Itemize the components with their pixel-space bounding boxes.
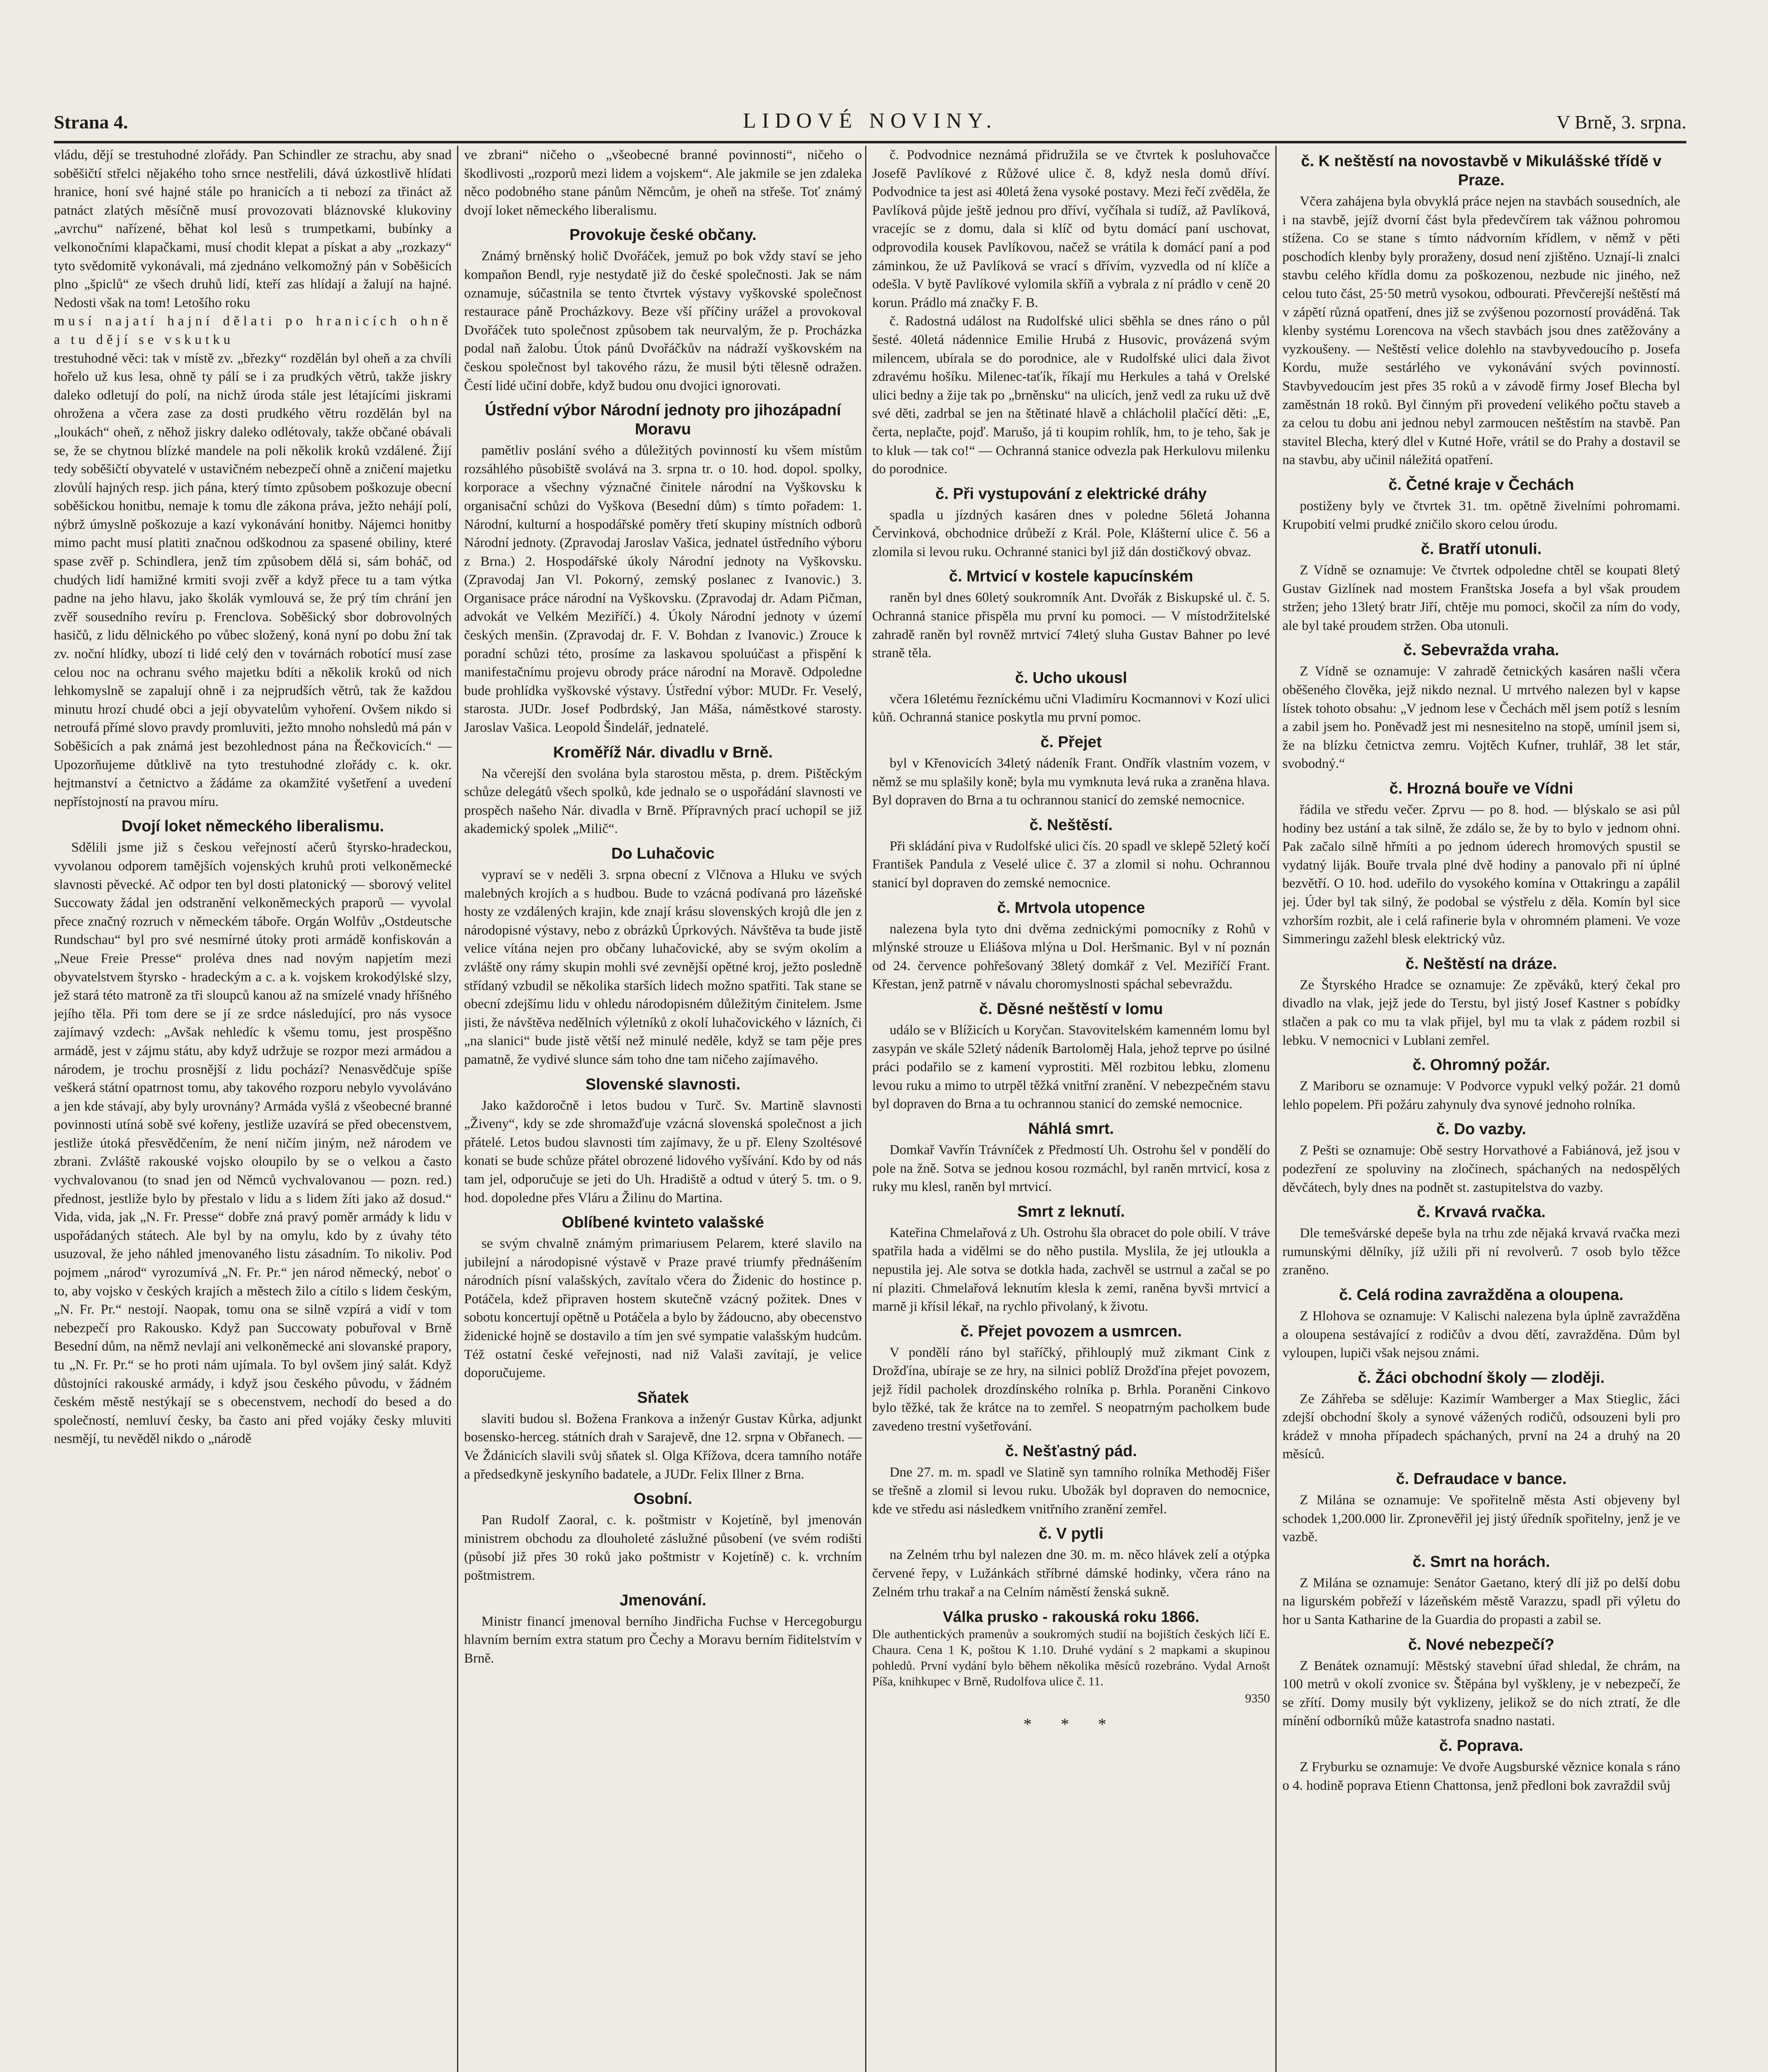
article-paragraph: nalezena byla tyto dni dvěma zednickými pomocníky z Rohů v mlýnské strouze u Eliášova mlýna u Dol. Heršmanic. Byl v ní poznán od 24. července pohřešovaný 38letý domkář z Vel. Meziříčí Frant. Křestan, jenž patrně v návalu choromyslnosti spáchal sebevraždu.: [872, 921, 1270, 992]
paper-title: LIDOVÉ NOVINY.: [743, 109, 997, 133]
article-paragraph: Včera zahájena byla obvyklá práce nejen na stavbách sousedních, ale i na stavbě, jejíž dvorní část byla předevčírem tak vážnou pohromou stížena. Co se stane s tímto nádvorním křídlem, v němž v pěti poschodích klenby byly proraženy, dosud není zjištěno. Uznají-li znalci stavbu celého křídla domu za poškozenou, nezbude nic jiného, než celou tuto část, 25·50 metrů vysokou, odbourati. Převčerejší neštěstí má v zápětí různá opatření, dnes již se zvýšenou pozorností prováděná. Tak klenby systému Lorencova na všech stavbách jsou dnes zatěžovány a vyzkoušeny. — Neštěstí velice dolehlo na stavbyvedoucího p. Josefa Kordu, muže sestárlého ve vykonávání svých povinností. Stavbyvedoucím jest přes 35 roků a v závodě firmy Josef Blecha byl zaměstnán 18 roků. Byl činným při provedení velikého počtu staveb a za celou tu dobu ani jednou nebyl zarmoucen neštěstím na stavbě. Pan stavitel Blecha, který dlel v Kutné Hoře, vrátil se do Prahy a dostavil se na stavbu, aby učinil náležitá opatření.: [1282, 194, 1680, 468]
article-paragraph: č. Podvodnice neznámá přidružila se ve čtvrtek k posluhovačce Josefě Pavlíkové z Růžové ulice č. 8, když nesla domů dříví. Podvodnice ta jest asi 40letá žena vysoké postavy. Mezi řečí zvěděla, že Pavlíková půjde ještě jednou pro dříví, vyčíhala si tudíž, až Pavlíková, vracejíc se z domu, dala si klíč od bytu domácí paní uschovat, odprovodila kousek Pavlíkovou, načež se vrátila k domácí paní a pod záminkou, že už Pavlíková se vrací s dřívím, vyzvedla od ní klíče a odešla. V bytě Pavlíkové vylomila skříň a vybrala z ní prádlo v ceně 20 korun. Prádlo má značky F. B.: [872, 148, 1270, 310]
page-number: Strana 4.: [54, 111, 128, 133]
article-paragraph: slaviti budou sl. Božena Frankova a inženýr Gustav Kůrka, adjunkt bosensko-herceg. státních drah v Sarajevě, dne 12. srpna v Obřanech. — Ve Ždánicích slavili svůj sňatek sl. Olga Křížova, dcera tamního notáře a předsedkyně jeskyního badatele, a JUDr. Felix Illner z Brna.: [464, 1411, 862, 1482]
article-paragraph: Ze Záhřeba se sděluje: Kazimír Wamberger a Max Stieglic, žáci zdejší obchodní školy a synové vážených rodičů, odsouzeni byli pro krádež v mnoha případech spáchaných, první na 24 a druhý na 20 měsíců.: [1282, 1391, 1680, 1462]
article-headline: Sňatek: [637, 1389, 689, 1406]
article-headline: č. Přejet: [1040, 733, 1102, 751]
article-paragraph: událo se v Blížicích u Koryčan. Stavovitelském kamenném lomu byl zasypán ve skále 52letý nádeník Bartoloměj Hala, jehož teprve po úsilné práci podařilo se z kamení vyprostiti. Měl rozbitou lebku, zlomenu levou ruku a mimo to utrpěl těžká vnitřní zranění. V nebezpečném stavu byl dopraven do Brna a tu ochrannou stanicí do zemské nemocnice.: [872, 1022, 1270, 1112]
article-spaced-text: musí najatí hajní dělati po hranicích ohně a tu dějí se vskutku: [54, 314, 452, 347]
article-paragraph: Jako každoročně i letos budou v Turč. Sv. Martině slavnosti „Živeny“, kdy se zde shromažďuje vzácná slovenská společnost a jich přátelé. Letos budou slavnosti tím zajímavy, že u př. Eleny Szoltésové konati se bude schůze přátel obrozené lidového vyšívání. Kdo by od nás tam jel, odporučuje se jeti do Uh. Hradiště a odtud v úterý 5. tm. o 9. hod. dopoledne přes Vláru a Žilinu do Martina.: [464, 1098, 862, 1205]
article-headline: Náhlá smrt.: [1028, 1120, 1114, 1138]
article-headline: č. Neštěstí.: [1029, 816, 1113, 834]
article-paragraph: Z Benátek oznamují: Městský stavební úřad shledal, že chrám, na 100 metrů v okolí zvonice sv. Štěpána byl vyškleny, je v nebezpečí, že se zřítí. Domy musily být vyklizeny, jelikož se do nich ztratí, že dle mínění odborníků může katastrofa snadno nastati.: [1282, 1658, 1680, 1729]
article-paragraph: postiženy byly ve čtvrtek 31. tm. opětně živelními pohromami. Krupobití velmi prudké zničilo skoro celou úrodu.: [1282, 498, 1680, 532]
article-paragraph: ve zbrani“ ničeho o „všeobecné branné povinnosti“, ničeho o škodlivosti „rozporů mezi lidem a vojskem“. Ale jakmile se jen zdaleka něco podobného stane pánům Němcům, je oheň na střeše. Toť známý dvojí loket německého liberalismu.: [464, 148, 862, 218]
article-paragraph: Sdělili jsme již s českou veřejností ačerů štyrsko-hradeckou, vyvolanou odporem tamějších vojenských kruhů proti velkoněmecké slavnosti pěvecké. Ač odpor ten byl dosti platonický — sborový velitel Succowaty žádal jen odstranění velkoněmeckých praporů — vyvolal přece značný rozruch v německém táboře. Orgán Wolfův „Ostdeutsche Rundschau“ byl pro své nesmírné útoky proti armádě konfiskován a „Neue Freie Presse“ proléva dnes nad novým napjetím mezi obyvatelstvem štyrsko - hradeckým a c. a k. vojskem krokodýlské slzy, jež stará této matroně za tři sloupců kanou až na smízelé vnady hříšného jejího těla. Při tom dere se jí ze srdce následující, pro nás vysoce zajímavý vzdech: „Avšak nehledíc k všemu tomu, jest prospěšno armádě, jest v zájmu státu, aby když udržuje se rozpor mezi armádou a národem, je trochu prosnější z lidu pochází? Nenasvědčuje spíše veškerá státní opatrnost tomu, aby takového rozporu nebylo vyvoláváno a jen kde stávají, aby byly urovnány? Armáda vyšlá z všeobecné branné povinnosti utíná sobě své kořeny, jestliže uzavírá se před obecenstvem, jestliže útoká přesvědčením, že není ničím jiným, než národem ve zbrani. Zvláště rakouské vojsko oloupilo by se o velkou a často vychvalovanou (to snad jen od Němců vychvalovanou — pozn. red.) přednost, jestliže bylo by přestalo v lidu a s lidem žíti jako až dosud.“ Vida, vida, jak „N. Fr. Presse“ dobře zná pravý poměr armády k lidu v uspořádaných státech. Ale byl by na omylu, kdo by z úvahy této usuzoval, že jeho náhled jmenovaného listu zásadním. To nikoliv. Pod pojmem „národ“ vyrozumívá „N. Fr. Pr.“ jen národ německý, neboť o to, aby vojsko v českých krajích a městech žilo a cítilo s lidem českým, „N. Fr. Pr.“ nestojí. Naopak, tomu ona se silně vzpírá a vidí v tom nebezpečí pro Rakousko. Když pan Succowaty pobuřoval v Brně Besední dům, na němž nevlají ani velkoněmecké ani slovanské prapory, tu „N. Fr. Pr.“ se ho proti nám ujímala. To byl ovšem jiný salát. Když důstojníci rakouské armády, i když jsou českého původu, v žádném českém městě nestýkají se s obecenstvem, nechodí do besed a do společností, nemluví česky, ba často ani před vojáky česky mluviti nesmějí, tu nevěděl nikdo o „národě: [54, 840, 452, 1447]
article-paragraph: pamětliv poslání svého a důležitých povinností ku všem místům rozsáhlého působiště svolává na 3. srpna tr. o 10. hod. dopol. spolky, korporace a všechny význačné činitele národní na Vyškovsku k organisační schůzi do Vyškova (Besední dům) s tímto pořadem: 1. Národní, kulturní a hospodářské poměry třetí skupiny místních odborů Národní jednoty. (Zpravodaj Jaroslav Vašica, jednatel ústředního výboru z Brna.) 2. Hospodářské úkoly Národní jednoty na Vyškovsku. (Zpravodaj Jan Vl. Pokorný, zemský poslanec z Ivanovic.) 3. Organisace práce národní na Vyškovsku. (Zpravodaj dr. Adam Pičman, advokát ve Velkém Meziříčí.) 4. Úkoly Národní jednoty v území českých menšin. (Zpravodaj dr. F. V. Bohdan z Ivanovic.) Zrouce k poradní schůzi této, prosíme za laskavou spoluúčast a přispění k manifestačnímu projevu obrody práce národní na Moravě. Odpoledne bude prohlídka vyškovské výstavy. Ústřední výbor: MUDr. Fr. Veselý, starosta. JUDr. Josef Podbrdský, Jan Máša, náměstkové starosty. Jaroslav Vašica. Leopold Šindelář, jednatelé.: [464, 443, 862, 736]
article-paragraph: V pondělí ráno byl staříčký, přihlouplý muž zikmant Cink z Drožďína, ubíraje se ze hry, na silnici poblíž Drožďína přejet povozem, jejž řídil pacholek drozdínského rolníka p. Brhla. Poraněni Cinkovo bylo těžké, tak že krátce na to zemřel. S neopatrným pacholkem bude zavedeno trestní vyšetřování.: [872, 1345, 1270, 1434]
article-headline: č. Bratří utonuli.: [1421, 540, 1542, 558]
article-headline: Kroměříž Nár. divadlu v Brně.: [553, 743, 773, 761]
dateline: V Brně, 3. srpna.: [1556, 111, 1686, 133]
article-headline: č. Poprava.: [1439, 1737, 1524, 1755]
article-headline: č. Celá rodina zavražděna a oloupena.: [1339, 1286, 1624, 1304]
article-paragraph: Z Hlohova se oznamuje: V Kalischi nalezena byla úplně zavražděna a oloupena sestávající z rodičův a dvou dětí, zavražděna. Dům byl vyloupen, lupiči však nejsou známi.: [1282, 1308, 1680, 1361]
column-rule: [457, 146, 458, 2072]
article-paragraph: vládu, dějí se trestuhodné zlořády. Pan Schindler ze strachu, aby snad soběšičtí střelci nějakého toho srnce nestřelili, dává úzkostlivě hlídati hranice, honí své hajné stále po hranicích a ti nebozí za třináct až patnáct zlatých měsíčně musí provozovati bláznovské klukoviny „avrchu“ nařízené, běhat kol lesů s trumpetkami, bubínky a velkonočními klapačkami, musí chodit klepat a pískat a aby „rozkazy“ tyto svědomitě vykonávali, má zjednáno velkomožný pán v Soběšicích plno „špiclů“ ze všech druhů lidí, kteří zas hlídají a žalují na hajné. Nedosti však na tom! Letošího roku: [54, 148, 452, 310]
column-1: [54, 146, 452, 2072]
article-headline: č. Ohromný požár.: [1412, 1056, 1550, 1074]
article-paragraph: řádila ve středu večer. Zprvu — po 8. hod. — blýskalo se asi půl hodiny bez ustání a tak silně, že zdálo se, že by to bylo v jednom ohni. Pak začalo silně hřmíti a po jednom úderech hromových spustil se vydatný liják. Bouře trvala plné dvě hodiny a panovalo při ní úplné bezvětří. O 10. hod. udeřilo do vysokého komína v Ottakringu a zapálil jej. Úder byl tak silný, že podobal se výstřelu z děla. Komín byl sice vzhorším rozbit, ale i celá rafinerie byla v ohromném plameni. Ve voze Simmeringu zažehl blesk elektrický vůz.: [1282, 802, 1680, 947]
article-headline: č. Ucho ukousl: [1015, 669, 1127, 687]
article-paragraph: Z Milána se oznamuje: Senátor Gaetano, který dlí již po delší dobu na ligurském pobřeží v lázeňském městě Varazzu, spadl při výletu do hor u Santa Katharine de la Guardia do propasti a zabil se.: [1282, 1575, 1680, 1628]
article-headline: č. Defraudace v bance.: [1396, 1470, 1567, 1488]
masthead: [54, 104, 1686, 143]
article-headline: č. Četné kraje v Čechách: [1388, 476, 1574, 494]
column-rule: [1275, 146, 1277, 2072]
article-headline: Slovenské slavnosti.: [585, 1075, 740, 1093]
article-paragraph: Pan Rudolf Zaoral, c. k. poštmistr v Kojetíně, byl jmenován ministrem obchodu za dlouholeté záslužné působení (ve svém rodišti (působí již přes 30 roků jako poštmistr v Kojetíně) c. k. vrchním poštmistrem.: [464, 1513, 862, 1583]
article-paragraph: na Zelném trhu byl nalezen dne 30. m. m. něco hlávek zelí a otýpka červené řepy, v Lužánkách stříbrné dámské hodinky, včera ráno na Zelném trhu trakař a na Celním náměstí ženská sukně.: [872, 1547, 1270, 1600]
article-headline: č. K neštěstí na novostavbě v Mikulášské třídě v Praze.: [1301, 152, 1662, 189]
article-headline: č. Žáci obchodní školy — zloději.: [1358, 1369, 1605, 1387]
article-paragraph: Na včerejší den svolána byla starostou města, p. drem. Pištěckým schůze delegátů všech spolků, kde jednalo se o uspořádání slavnosti ve prospěch našeho Nár. divadla v Brně. Přípravných prací uchopil se již akademický spolek „Milič“.: [464, 766, 862, 837]
article-paragraph: Ministr financí jmenoval berního Jindřicha Fuchse v Hercegoburgu hlavním berním extra statum pro Čechy a Moravu berním řiditelstvím v Brně.: [464, 1614, 862, 1666]
article-headline: Provokuje české občany.: [569, 226, 757, 244]
article-paragraph: Z Mariboru se oznamuje: V Podvorce vypukl velký požár. 21 domů lehlo popelem. Při požáru zahynuly dva synové jednoho rolníka.: [1282, 1079, 1680, 1112]
article-paragraph: Známý brněnský holič Dvořáček, jemuž po bok vždy staví se jeho kompaňon Bendl, ryje nestydatě již do české společnosti. Jak se nám oznamuje, súčastnila se tento čtvrtek výstavy vyškovské společnost restaurace páně Procházkovy. Beze vší příčiny urážel a provokoval Dvořáček tuto společnost způsobem tak neurvalým, že p. Procházka podal naň žalobu. Útok pánů Dvořáčkův na nádraží vyškovském na českou společnost byl takového rázu, že musil býti tělesně odražen. Čestí lidé učiní dobře, když budou onu dvojici ignorovati.: [464, 249, 862, 393]
article-paragraph: spadla u jízdných kasáren dnes v poledne 56letá Johanna Červinková, obchodnice drůbeží z Král. Pole, Klášterní ulice č. 56 a zlomila si levou ruku. Ochranné stanici byl již dán dostičkový obvaz.: [872, 507, 1270, 559]
article-paragraph: Z Fryburku se oznamuje: Ve dvoře Augsburské věznice konala s ráno o 4. hodině poprava Etienn Chattonsa, jenž předloni bok zavraždil svůj: [1282, 1760, 1680, 1793]
article-headline: Ústřední výbor Národní jednoty pro jihozápadní Moravu: [485, 402, 841, 438]
article-paragraph: Z Milána se oznamuje: Ve spořitelně města Asti objeveny byl schodek 1,200.000 lir. Zpronevěřil jej jistý úředník spořitelny, jenž je ve vazbě.: [1282, 1493, 1680, 1545]
section-separator: * * *: [1023, 1715, 1119, 1734]
advertisement-title: Válka prusko - rakouská roku 1866.: [943, 1608, 1200, 1626]
article-headline: Do Luhačovic: [611, 845, 715, 862]
article-headline: Osobní.: [634, 1490, 692, 1508]
article-paragraph: vypraví se v neděli 3. srpna obecní z Vlčnova a Hluku ve svých malebných krojích a s hudbou. Bude to vzácná podívaná pro lázeňské hosty ze vzdálených krajin, kde znají krásu slovenských krojů dle jen z národopisné výstavy, nebo z obrázků Úprkových. Návštěva ta bude jistě velice vítána nejen pro občany luhačovické, aby se svým okolím a zvláště ony rámy skupin mohli své zevnější opětné kroj, ježto posledně střídaný vzbudil se několika starších lidech možno spatřiti. Tak stane se obecní zdejšímu lidu v ohledu národopisném důležitým činitelem. Jsme jisti, že návštěva nedělních výletníků z okolí luhačovického v lázních, či „na slanici“ bude jistě větší než minulé neděle, když se tam pěje pres pamatně, že vydivé slunce sám toho dne tam ničeho zajímavého.: [464, 867, 862, 1067]
article-headline: č. Neštěstí na dráze.: [1405, 955, 1557, 973]
article-headline: č. Sebevražda vraha.: [1403, 641, 1559, 659]
advertisement-body: Dle authentických pramenův a soukromých studií na bojištích českých líčí E. Chaura. Cena 1 K, poštou K 1.10. Druhé vydání s 2 mapkami a skupinou pohledů. První vydání bylo během několika měsíců rozebráno. Vydal Arnošt Píša, knihkupec v Brně, Rudolfova ulice č. 11.: [872, 1627, 1270, 1688]
article-paragraph: Z Vídně se oznamuje: Ve čtvrtek odpoledne chtěl se koupati 8letý Gustav Gizlínek nad mostem Franštska Josefa a byl však proudem stržen; jeho 13letý bratr Jiří, chtěje mu pomoci, skočil za ním do vody, ale byl také proudem stržen. Oba utonuli.: [1282, 563, 1680, 633]
article-paragraph: Dne 27. m. m. spadl ve Slatině syn tamního rolníka Methoděj Fišer se třešně a zlomil si levou ruku. Ubožák byl dopraven do nemocnice, kde ve středu asi následkem vnitřního zranění zemřel.: [872, 1464, 1270, 1517]
article-headline: č. Při vystupování z elektrické dráhy: [935, 485, 1207, 503]
column-rule: [865, 146, 866, 2072]
article-paragraph: se svým chvalně známým primariusem Pelarem, které slavilo na jubilejní a národopisné výstavě v Praze pravé triumfy přednášením národních písní valašských, zavítalo včera do Židenic do hostince p. Potáčela, kdež připraven hostem skutečně vzácný požitek. Dnes v sobotu koncertují opětně u Potáčela a bylo by žádoucno, aby obecenstvo židenické hojně se dostavilo a tím jen své sympatie valašským hudcům. Též ostatní české veřejnosti, nad niž Valaši zavítají, je velice doporučujeme.: [464, 1236, 862, 1381]
article-paragraph: Z Pešti se oznamuje: Obě sestry Horvathové a Fabiánová, jež jsou v podezření ze spoluviny na zločinech, spáchaných na nedospělých děvčátech, byly dnes na podnět st. zastupitelstva do vazby.: [1282, 1143, 1680, 1195]
article-paragraph: č. Radostná událost na Rudolfské ulici sběhla se dnes ráno o půl šesté. 40letá nádennice Emilie Hrubá z Husovic, provázená svým milencem, ubírala se do porodnice, ale v Rudolfské ulici dala život zdravému hošíku. Milenec-taťík, říkají mu Herkules a tahá v Orelské ulici bedny a žije tak po „brněnsku“ na ulicích, jenž vedl za ruku už dvě své děti, zadrbal se jen na štětinaté hlavě a chlácholil plačící děti: „E, čerta, neplačte, pojď. Marušo, já ti koupim rohlík, hm, to je teho, šak je to kluk — tak co!“ — Ochranná stanice odvezla pak Herkulovu milenku do porodnice.: [872, 314, 1270, 477]
article-paragraph: včera 16letému řezníckému učni Vladimíru Kocmannovi v Kozí ulici kůň. Ochranná stanice poskytla mu první pomoc.: [872, 691, 1270, 725]
article-headline: č. Smrt na horách.: [1412, 1553, 1550, 1571]
article-headline: č. Krvavá rvačka.: [1417, 1203, 1546, 1221]
article-headline: č. Nové nebezpečí?: [1408, 1636, 1555, 1653]
article-headline: č. Hrozná bouře ve Vídni: [1389, 780, 1573, 798]
article-paragraph: Při skládání piva v Rudolfské ulici čís. 20 spadl ve sklepě 52letý kočí František Pandula z Veselé ulice č. 37 a zlomil si nohu. Ochrannou stanicí byl dopraven do zemské nemocnice.: [872, 838, 1270, 891]
article-headline: č. Mrtvola utopence: [997, 899, 1145, 917]
article-headline: č. Přejet povozem a usmrcen.: [960, 1322, 1182, 1340]
article-headline: Jmenování.: [619, 1591, 706, 1609]
column-2: [464, 146, 862, 2072]
article-headline: č. Do vazby.: [1436, 1121, 1526, 1138]
article-headline: č. Mrtvicí v kostele kapucínském: [949, 568, 1193, 586]
article-headline: č. Děsné neštěstí v lomu: [979, 1000, 1163, 1018]
article-headline: Oblíbené kvinteto valašské: [562, 1214, 764, 1232]
column-4: [1282, 146, 1680, 2072]
article-paragraph: Ze Štyrského Hradce se oznamuje: Ze zpěváků, který čekal pro divadlo na vlak, jejž jede do Terstu, byl jistý Josef Kastner s pobídky stlačen a pak co mu ta vlak přijel, byl mu ta vlak z pádem rozbil si lebku. V nemocnici v Lublani zemřel.: [1282, 977, 1680, 1048]
column-3: [872, 146, 1270, 2072]
article-paragraph: Kateřina Chmelařová z Uh. Ostrohu šla obracet do pole obilí. V tráve spatřila hada a vidělmi se do něho pustila. Myslila, že jej utloukla a nepustila jej. Ale sotva se dotkla hada, zachvěl se ustrnul a začal se po ní plaziti. Chmelařová leknutím klesla k zemi, raněna byvši mrtvicí a marně ji křísil lékař, na rychlo přivolaný, k životu.: [872, 1225, 1270, 1314]
article-paragraph: Z Vídně se oznamuje: V zahradě četnických kasáren našli včera oběšeného člověka, jejž nikdo neznal. U mrtvého nalezen byl v kapse lístek tohoto obsahu: „V jednom lese v Čechách měl jsem potíž s lesním a zabil jsem ho. Poněvadž jest mi nesnesitelno na stopě, umínil jsem si, že na blízku četnictva zemru. Vojtěch Kufner, truhlář, 38 let stár, svobodný.“: [1282, 664, 1680, 772]
article-paragraph: byl v Křenovicích 34letý nádeník Frant. Ondřík vlastním vozem, v němž se mu splašily koně; byla mu vymknuta levá ruka a zraněna hlava. Byl dopraven do Brna a tu ochrannou stanicí do zemské nemocnice.: [872, 756, 1270, 808]
article-headline: Smrt z leknutí.: [1017, 1203, 1125, 1220]
advertisement-number: 9350: [1245, 1691, 1270, 1705]
article-paragraph: trestuhodné věci: tak v místě zv. „březky“ rozdělán byl oheň a za chvíli hořelo už kus lesa, ohně ty pálí se i za prudkých větrů, takže jiskry daleko odletují do polí, na nichž úroda stále jest létajícími jiskrami ohrožena a včera zase za dosti prudkého větru rozdělán byl na „loukách“ oheň, z něhož jiskry daleko odlétovaly, takže občané obávali se, že se chytnou blízké mandele na poli několik kroků vzdálené. Žijí tedy soběšičtí obyvatelé v ustavičném nebezpečí ohně a zničení majetku zlovůlí hajných resp. jich pána, který tímto způsobem poškozuje obecní soběšickou honitbu, nemaje k tomu dle zákona práva, ježto nehájí polí, nýbrž úmyslně poškozuje a kazí vykonávání honitby. Nájemci honitby mimo pacht musí platiti značnou odškodnou za spasené obiliny, které spase zvěř p. Schindlera, jenž tím způsobem dělá si, sám boháč, od chudých lidí hamižné krmiti svoji zvěř a když přece tu a tam výtka padne na jeho hlavu, jako školák vymlouvá se, že prý tím chrání jen zvěř sousedního revíru p. Frenclova. Soběšický sbor dobrovolných hasičů, z lidu dělnického po vůbec složený, koná nyní po dobu žní tak zv. noční hlídky, ubozí ti lidé celý den v továrnách robotící musí zase celou noc na ochranu svého majetku bdíti a několik kroků od nich lehkomyslně se zapalují ohně i za nejprudších větrů, tak že každou minutu hrozí chudé obci a její obyvatelům vyhoření. Ovšem nikdo si netroufá přímé slovo pravdy promluviti, ježto mnoho nohsledů má pán v Soběšicích a pak známá jest bezohlednost pána na Řečkovicích.“ — Upozorňujeme důtklivě na tyto trestuhodné zlořády c. k. okr. hejtmanství a četnictvo a žádáme za okamžité vyšetření a uvedení nepřístojností na pravou míru.: [54, 351, 452, 809]
article-headline: Dvojí loket německého liberalismu.: [121, 818, 384, 835]
article-headline: č. Nešťastný pád.: [1005, 1442, 1137, 1460]
article-paragraph: Dle temešvárské depeše byla na trhu zde nějaká krvavá rvačka mezi rumunskými dělníky, jíž užili při ní revolverů. 7 osob bylo těžce zraněno.: [1282, 1226, 1680, 1278]
article-paragraph: Domkař Vavřín Trávníček z Předmostí Uh. Ostrohu šel v pondělí do pole na žně. Sotva se jednou kosou rozmáchl, byl raněn mrtvicí, kosa z ruky mu klesl, raněn byl mrtvicí.: [872, 1142, 1270, 1195]
article-headline: č. V pytli: [1038, 1525, 1104, 1543]
article-paragraph: raněn byl dnes 60letý soukromník Ant. Dvořák z Biskupské ul. č. 5. Ochranná stanice přispěla mu první ku pomoci. — V místodržitelské zahradě raněn byl rovněž mrtvicí 74letý sluha Gustav Bahner po levé straně těla.: [872, 590, 1270, 661]
